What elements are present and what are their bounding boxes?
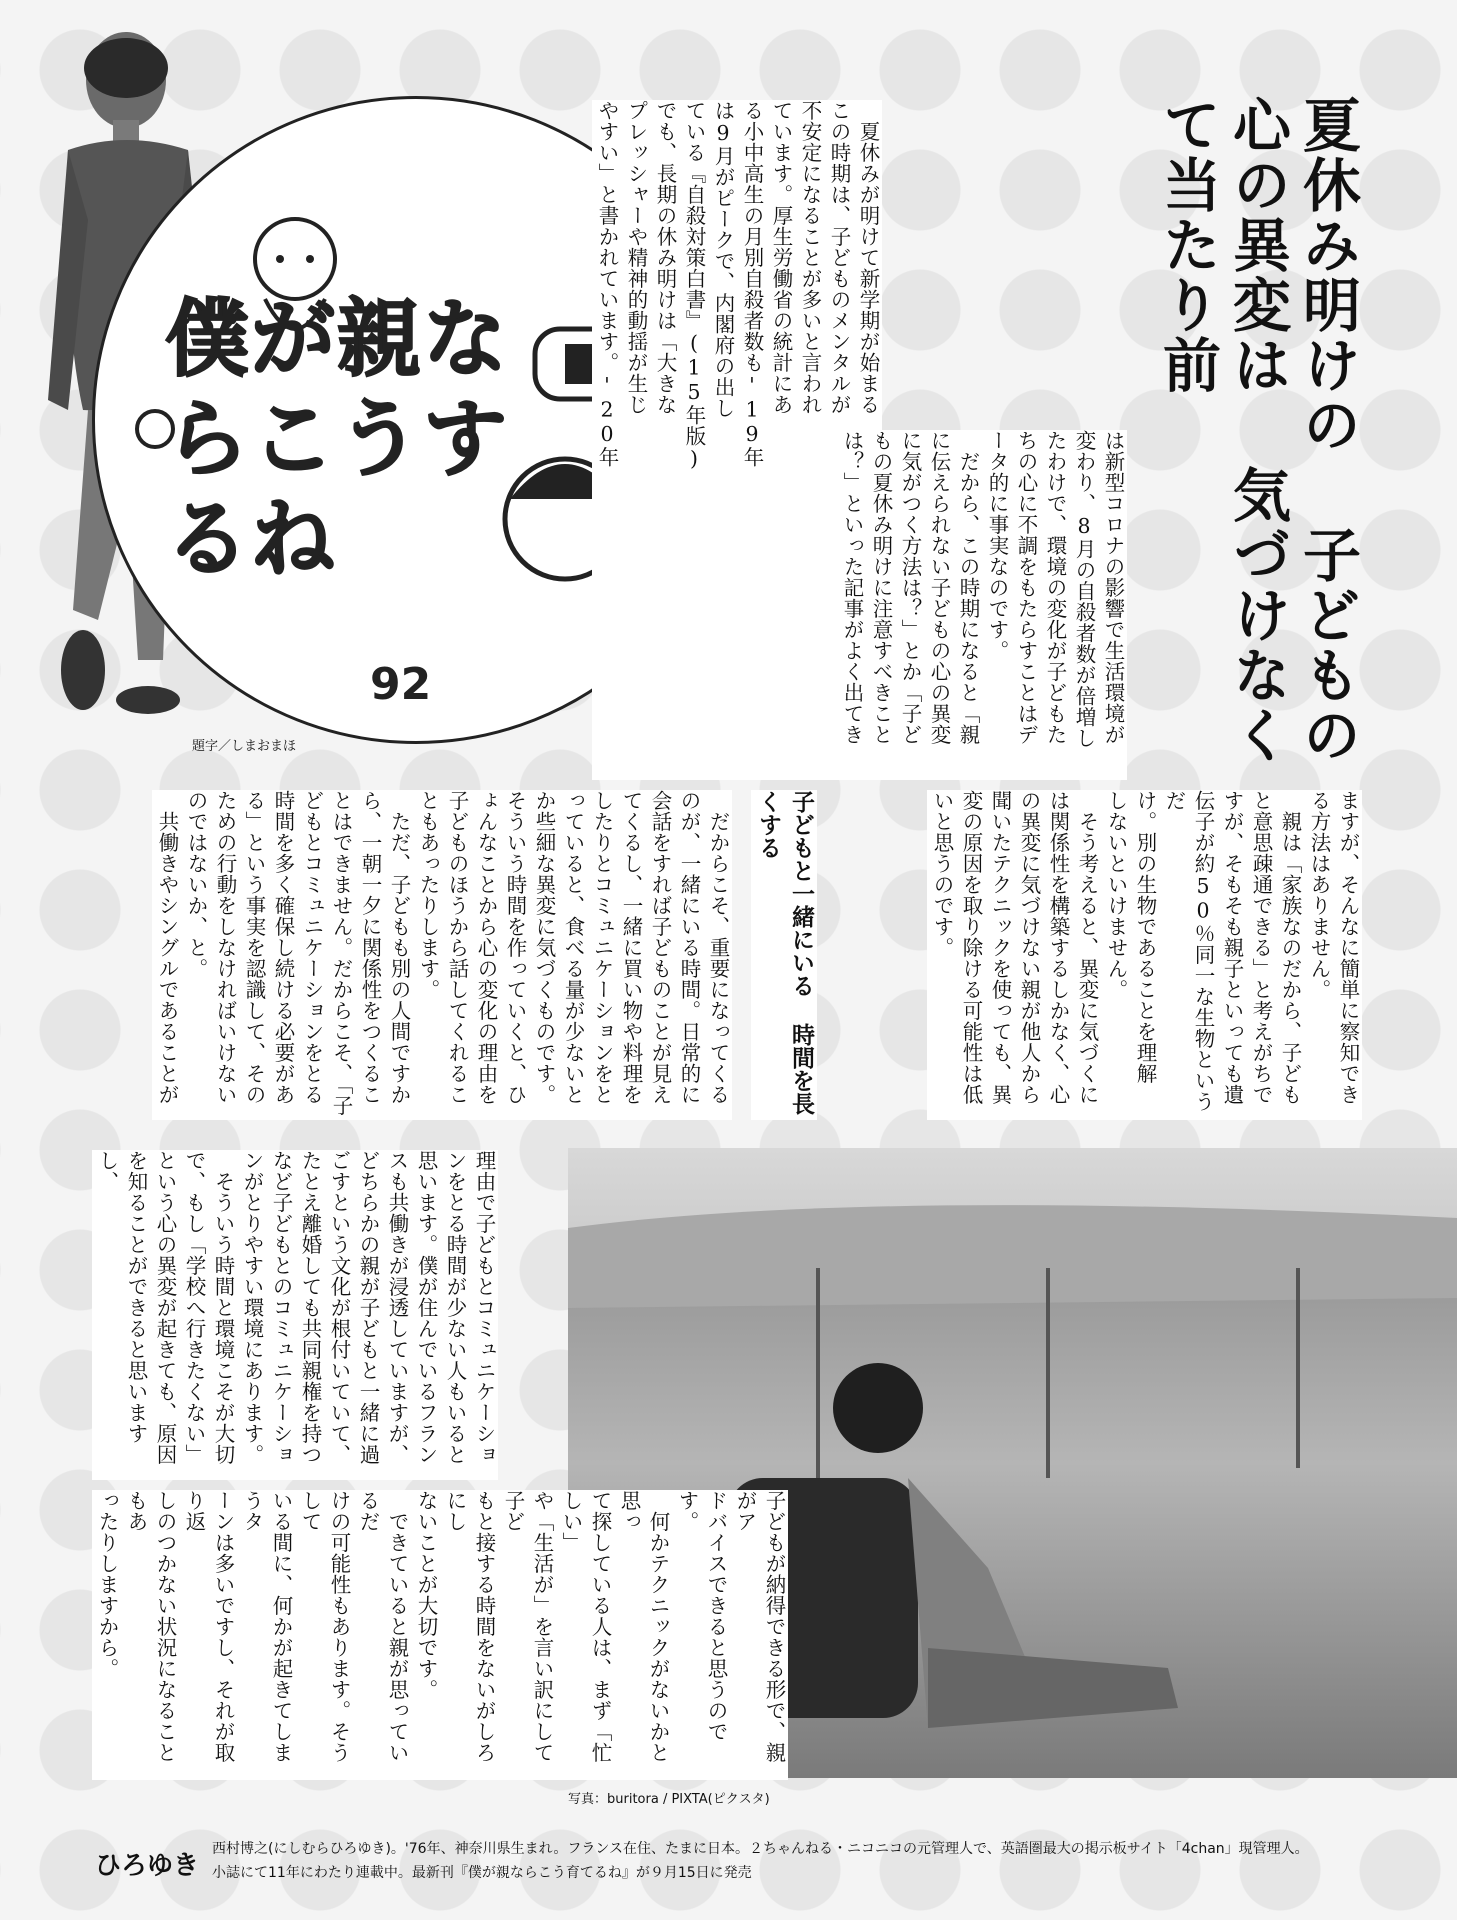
body-column-4: だからこそ、重要になってくる のが、一緒にいる時間。日常的に 会話をすれば子どものことが見え てくるし、一緒に買い物や料理を したりとコミュニケーションをと っていると、食べる量が少ないと か些細な異変に気づくものです。 そういう時間を作っていくと、ひ ょんなことから心の変化の理由を 子どものほうから話してくれるこ ともあったりします。 ただ、子どもも別の人間ですか ら、一朝一夕に関係性をつくるこ とはできません。だからこそ、「子 どもとコミュニケーションをとる 時間を多く確保し続ける必要があ る」という事実を認識して、その ための行動をしなければいけない のではないか、と。 共働きやシングルであることが [152, 790, 732, 1120]
title-lettering-credit: 題字／しまおまほ [192, 739, 297, 754]
section-subheading: 子どもと一緒にいる 時間を長くする [751, 790, 817, 1120]
author-bio-line-2: 小誌にて11年にわたり連載中。最新刊『僕が親ならこう育てるね』が９月15日に発売 [212, 1865, 752, 1881]
body-column-3: ますが、そんなに簡単に察知でき る方法はありません。 親は「家族なのだから、子ども と意思疎通できる」と考えがちで すが、そもそも親子といっても遺 伝子が約50％同一な生物というだ け。別の生物であることを理解 しないといけません。 そう考えると、異変に気づくに は関係性を構築するしかなく、心 の異変に気づけない親が他人から 聞いたテクニックを使っても、異 変の原因を取り除ける可能性は低 いと思うのです。 [927, 790, 1362, 1120]
author-bio-name: ひろゆき [95, 1851, 200, 1881]
author-bio-line-1: 西村博之(にしむらひろゆき)。'76年、神奈川県生まれ。フランス在住、たまに日本。２ちゃんねる・ニコニコの元管理人で、英語圏最大の掲示板サイト「4chan」現管理人。 [212, 1841, 1309, 1857]
logo-text: 僕が親ならこうするね [165, 290, 510, 588]
photo-credit: 写真：buritora / PIXTA(ピクスタ) [568, 1792, 770, 1807]
body-column-1: 夏休みが明けて新学期が始まる この時期は、子どものメンタルが 不安定になることが多いと言われ ています。厚生労働省の統計にあ る小中高生の月別自殺者数も'19年 は9月がピークで、内閣府の出し ている『自殺対策白書』(15年版) でも、長期の休み明けは「大きな プレッシャーや精神的動揺が生じ やすい」と書かれています。'20年 [592, 100, 882, 780]
body-column-5: 理由で子どもとコミュニケーショ ンをとる時間が少ない人もいると 思います。僕が住んでいるフラン スも共働きが浸透していますが、 どちらかの親が子どもと一緒に過 ごすという文化が根付いていて、 たとえ離婚しても共同親権を持つ など子どもとのコミュニケーショ ンがとりやすい環境にあります。 そういう時間と環境こそが大切 で、もし「学校へ行きたくない」 という心の異変が起きても、原因 を知ることができると思いますし、 [92, 1150, 498, 1480]
body-column-2: は新型コロナの影響で生活環境が 変わり、8月の自殺者数が倍増し たわけで、環境の変化が子どもた ちの心に不調をもたらすことはデ ータ的に事実なのです。 だから、この時期になると「親 に伝えられない子どもの心の異変 に気がつく方法は？」とか「子ど もの夏休み明けに注意すべきこと は？」といった記事がよく出てき [837, 430, 1127, 780]
article-title: 夏休み明けの 子どもの心の異変は 気づけなくて当たり前 [1153, 95, 1361, 765]
logo-number: 92 [370, 659, 432, 710]
body-column-6: 子どもが納得できる形で、親がア ドバイスできると思うのです。 何かテクニックがないかと思っ て探している人は、まず「忙しい」 や「生活が」を言い訳にして子ど もと接する時間をないがしろにし ないことが大切です。 できていると親が思っているだ けの可能性もあります。そうして いる間に、何かが起きてしまうタ ーンは多いですし、それが取り返 しのつかない状況になることもあ ったりしますから。 [92, 1490, 788, 1780]
